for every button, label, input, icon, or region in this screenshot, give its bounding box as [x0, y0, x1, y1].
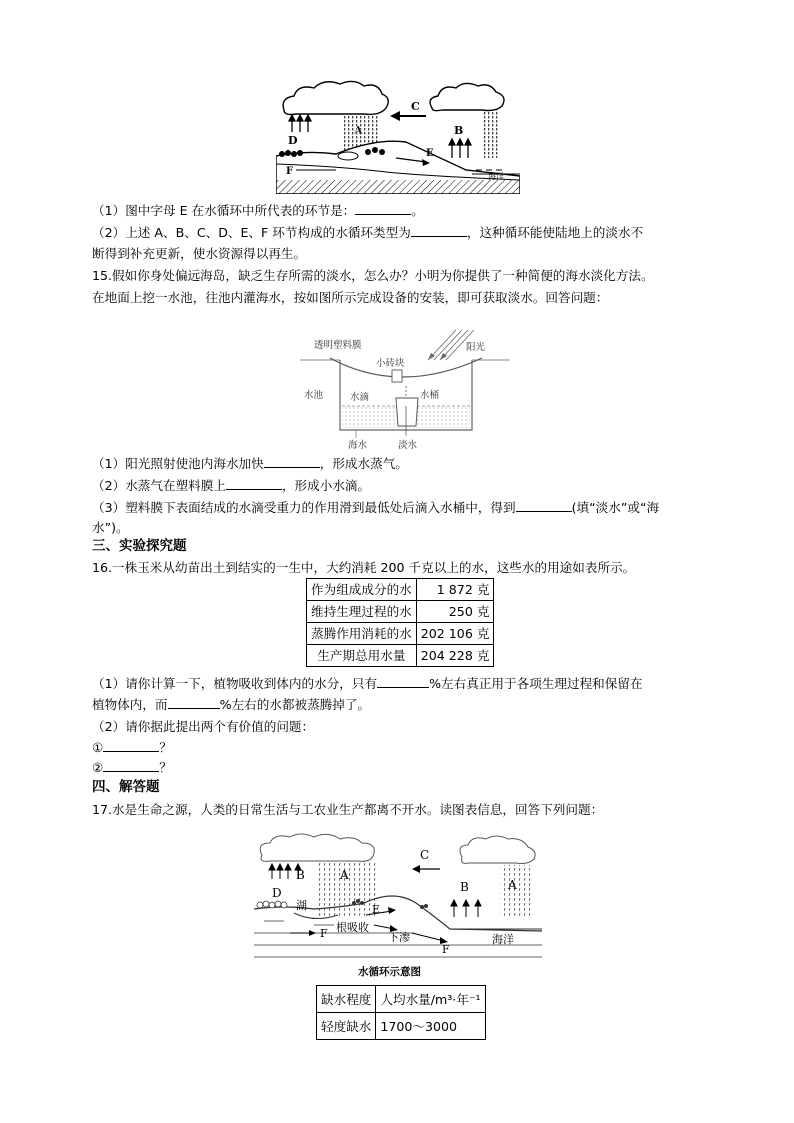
label-seawater: 海水 — [348, 440, 368, 451]
answer-blank[interactable] — [103, 751, 159, 752]
answer-blank[interactable] — [411, 236, 467, 237]
fig1-label-b: B — [454, 124, 464, 137]
table-row: 蒸腾作用消耗的水 202 106 克 — [307, 623, 494, 645]
label-drop: 水滴 — [350, 392, 370, 403]
table-row: 生产期总用水量 204 228 克 — [307, 645, 494, 667]
answer-blank[interactable] — [168, 708, 220, 709]
water-cycle-figure-bottom — [254, 833, 542, 979]
fig3-label-b-right: B — [460, 880, 469, 894]
fig3-label-c: C — [420, 848, 430, 862]
fig3-caption: 水循环示意图 — [358, 966, 421, 978]
answer-blank[interactable] — [226, 489, 282, 490]
q17-stem: 17.水是生命之源，人类的日常生活与工农业生产都离不开水。读图表信息，回答下列问题： — [92, 802, 604, 817]
fig3-label-a-right: A — [508, 878, 517, 892]
label-sun: 阳光 — [466, 342, 486, 353]
q15-part2: （2）水蒸气在塑料膜上 ，形成小水滴。 — [92, 478, 371, 493]
fig3-label-lake: 湖 — [296, 899, 307, 912]
label-bucket: 水桶 — [420, 390, 440, 401]
fig1-label-f: F — [286, 166, 294, 177]
q15-part3: （3）塑料膜下表面结成的水滴受重力的作用滑到最低处后滴入水桶中，得到 (填“淡水”或“海 — [92, 500, 660, 515]
q16-stem: 16.一株玉米从幼苗出土到结实的一生中，大约消耗 200 千克以上的水，这些水的用途如表所示。 — [92, 560, 636, 575]
answer-blank[interactable] — [377, 687, 429, 688]
q15-stem-line1: 15.假如你身处偏远海岛，缺乏生存所需的淡水，怎么办？小明为你提供了一种简便的海水淡化方法。 — [92, 268, 654, 283]
q16-item-1: ① ？ — [92, 740, 172, 755]
q16-part1: （1）请你计算一下，植物吸收到体内的水分，只有 %左右真正用于各项生理过程和保留在 — [92, 676, 643, 691]
water-cycle-figure-top — [276, 76, 520, 194]
label-pool: 水池 — [304, 390, 324, 401]
table-header-row: 缺水程度 人均水量/m³·年⁻¹ — [317, 986, 486, 1013]
q14-part2: （2）上述 A、B、C、D、E、F 环节构成的水循环类型为 ，这种循环能使陆地上的淡水不 — [92, 225, 644, 240]
table-row: 维持生理过程的水 250 克 — [307, 601, 494, 623]
solar-still-figure — [300, 326, 510, 452]
table-row: 轻度缺水 1700～3000 — [317, 1013, 486, 1040]
answer-blank[interactable] — [264, 467, 320, 468]
fig3-label-f-right: F — [442, 943, 450, 956]
q14-part1: （1）图中字母 E 在水循环中所代表的环节是： 。 — [92, 203, 424, 218]
q16-part1-cont: 植物体内，而 %左右的水都被蒸腾掉了。 — [92, 697, 371, 712]
q16-item-2: ② ？ — [92, 760, 172, 775]
fig3-label-f-left: F — [320, 927, 328, 940]
q16-part2: （2）请你据此提出两个有价值的问题： — [92, 719, 315, 734]
label-brick: 小砖块 — [376, 358, 405, 369]
fig1-label-c: C — [411, 100, 420, 113]
q17-water-shortage-table — [316, 985, 486, 1040]
section-heading-3: 三、实验探究题 — [92, 538, 187, 554]
fig1-label-d: D — [288, 134, 298, 147]
label-fresh: 淡水 — [398, 440, 418, 451]
fig3-label-d: D — [272, 886, 282, 900]
fig3-label-root: 根吸收 — [336, 921, 369, 934]
answer-blank[interactable] — [355, 214, 411, 215]
fig3-label-b-left: B — [296, 868, 305, 882]
fig3-label-a-left: A — [340, 868, 349, 882]
fig1-label-a: A — [354, 124, 363, 137]
q15-part1: （1）阳光照射使池内海水加快 ，形成水蒸气。 — [92, 456, 408, 471]
label-film: 透明塑料膜 — [314, 340, 362, 351]
answer-blank[interactable] — [516, 511, 572, 512]
fig3-label-e: E — [372, 903, 381, 916]
fig1-label-e: E — [426, 148, 434, 159]
q14-part2-cont: 断得到补充更新，使水资源得以再生。 — [92, 246, 307, 261]
fig3-label-sea: 海洋 — [492, 933, 514, 946]
q15-stem-line2: 在地面上挖一水池，往池内灌海水，按如图所示完成设备的安装，即可获取淡水。回答问题： — [92, 290, 609, 305]
q15-part3-cont: 水”)。 — [92, 520, 129, 535]
section-heading-4: 四、解答题 — [92, 779, 160, 795]
fig3-label-infiltrate: 下渗 — [388, 931, 410, 944]
q16-water-use-table — [306, 578, 494, 667]
fig1-label-sea: 海洋 — [488, 172, 504, 181]
answer-blank[interactable] — [103, 771, 159, 772]
table-row: 作为组成成分的水 1 872 克 — [307, 579, 494, 601]
